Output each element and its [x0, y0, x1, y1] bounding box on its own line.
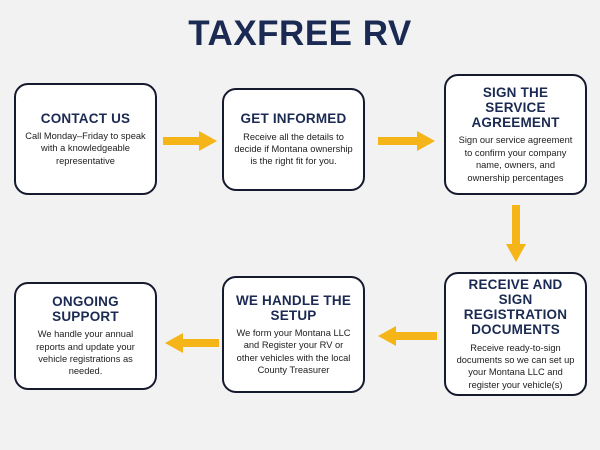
arrow-left-icon: [377, 325, 437, 347]
step-card-ongoing-support: [14, 282, 157, 390]
step-body: Call Monday–Friday to speak with a knowledgeable representative: [25, 131, 146, 166]
step-heading: ONGOING SUPPORT: [52, 294, 119, 325]
step-card-contact-us: [14, 83, 157, 195]
step-heading: WE HANDLE THE SETUP: [235, 292, 352, 323]
step-heading: SIGN THE SERVICE AGREEMENT: [471, 85, 560, 131]
step-card-receive-and-sign-registration-documents: [444, 272, 587, 396]
step-card-sign-the-service-agreement: [444, 74, 587, 195]
step-card-we-handle-the-setup: [222, 276, 365, 393]
page-title: TAXFREE RV: [188, 14, 412, 53]
step-body: We handle your annual reports and update your vehicle registrations as needed.: [36, 329, 135, 377]
step-body: Sign our service agreement to confirm your company name, owners, and ownership percentages: [458, 135, 573, 183]
step-body: We form your Montana LLC and Register your RV or other vehicles with the local County Treasurer: [236, 327, 351, 375]
step-heading: RECEIVE AND SIGN REGISTRATION DOCUMENTS: [463, 277, 568, 338]
step-body: Receive all the details to decide if Montana ownership is the right fit for you.: [234, 131, 353, 167]
arrow-right-icon: [378, 130, 436, 152]
step-heading: GET INFORMED: [240, 111, 347, 127]
step-card-get-informed: [222, 88, 365, 191]
arrow-right-icon: [163, 130, 218, 152]
arrow-left-icon: [164, 332, 219, 354]
step-body: Receive ready-to-sign documents so we can set up your Montana LLC and register your vehicle(s): [456, 342, 575, 390]
step-heading: CONTACT US: [40, 110, 131, 126]
arrow-down-icon: [505, 205, 527, 263]
